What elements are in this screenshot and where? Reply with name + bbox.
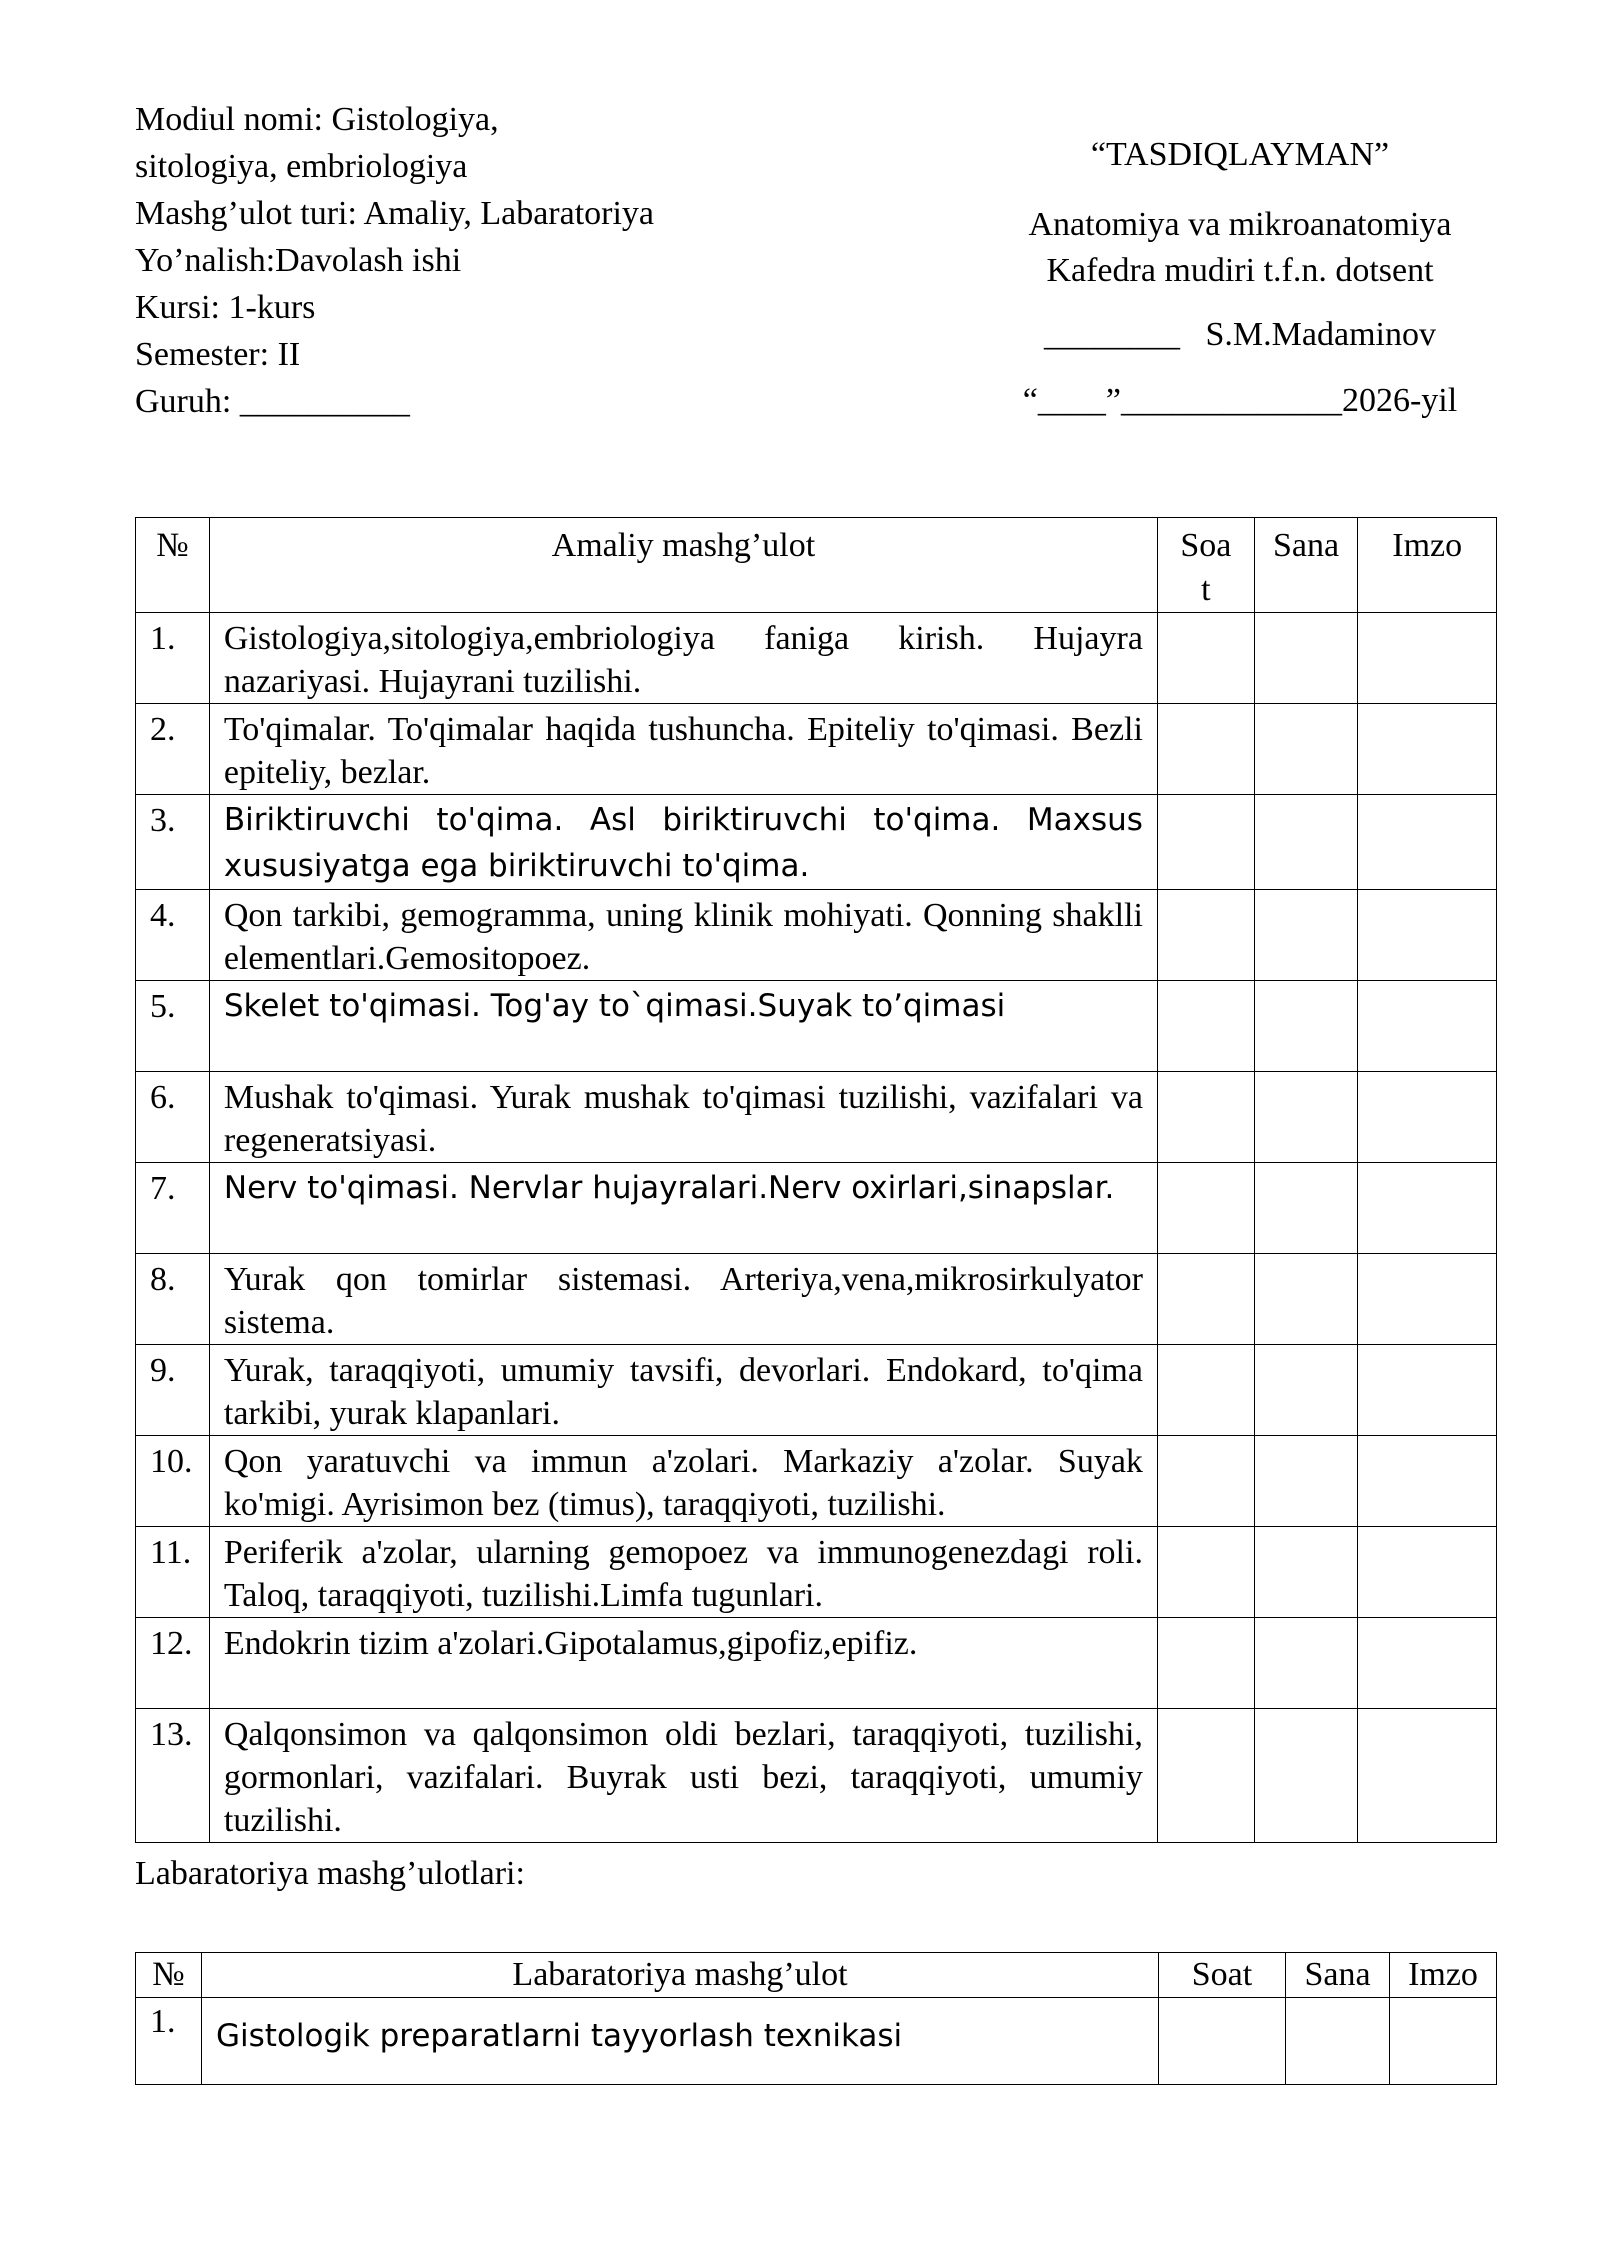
row-number: 5. (136, 981, 210, 1072)
approval-date-line: “____”_____________2026-yil (1022, 382, 1458, 419)
lab-header-date: Sana (1286, 1953, 1390, 1998)
row-number: 6. (136, 1072, 210, 1163)
table-row (136, 1163, 1497, 1254)
row-hours-cell[interactable] (1157, 981, 1254, 1072)
row-topic: Skelet to'qimasi. Tog'ay to`qimasi.Suyak to’qimasi (209, 981, 1157, 1072)
row-number: 8. (136, 1254, 210, 1345)
row-date-cell[interactable] (1254, 795, 1358, 890)
row-number: 13. (136, 1709, 210, 1843)
department-line-1: Anatomiya va mikroanatomiya (1028, 206, 1452, 243)
lab-header-topic: Labaratoriya mashg’ulot (202, 1953, 1159, 1998)
row-signature-cell[interactable] (1358, 1618, 1497, 1709)
lab-row-signature-cell[interactable] (1390, 1998, 1497, 2085)
row-signature-cell[interactable] (1358, 1345, 1497, 1436)
row-signature-cell[interactable] (1358, 1709, 1497, 1843)
signature-line: ________ S.M.Madaminov (1044, 316, 1436, 353)
row-hours-cell[interactable] (1157, 1072, 1254, 1163)
approval-title: “TASDIQLAYMAN” (1090, 136, 1390, 173)
row-topic: Qon yaratuvchi va immun a'zolari. Markaziy a'zolar. Suyak ko'migi. Ayrisimon bez (timus), taraqqiyoti, tuzilishi. (209, 1436, 1157, 1527)
semester: Semester: II (135, 336, 301, 373)
table-row (136, 704, 1497, 795)
row-signature-cell[interactable] (1358, 1163, 1497, 1254)
row-date-cell[interactable] (1254, 1618, 1358, 1709)
table-row (136, 890, 1497, 981)
lab-row-hours-cell[interactable] (1159, 1998, 1286, 2085)
row-number: 9. (136, 1345, 210, 1436)
row-number: 1. (136, 613, 210, 704)
row-signature-cell[interactable] (1358, 890, 1497, 981)
row-number: 7. (136, 1163, 210, 1254)
row-date-cell[interactable] (1254, 1527, 1358, 1618)
header-signature: Imzo (1358, 518, 1497, 613)
group: Guruh: __________ (135, 383, 410, 420)
header-number: № (136, 518, 210, 613)
lab-row-number: 1. (136, 1998, 202, 2085)
row-topic: Yurak, taraqqiyoti, umumiy tavsifi, devorlari. Endokard, to'qima tarkibi, yurak klapanlari. (209, 1345, 1157, 1436)
row-signature-cell[interactable] (1358, 981, 1497, 1072)
course-year: Kursi: 1-kurs (135, 289, 316, 326)
row-topic: To'qimalar. To'qimalar haqida tushuncha. Epiteliy to'qimasi. Bezli epiteliy, bezlar. (209, 704, 1157, 795)
row-hours-cell[interactable] (1157, 795, 1254, 890)
header-hours-label: Soat (1180, 527, 1232, 608)
row-topic: Qon tarkibi, gemogramma, uning klinik mohiyati. Qonning shaklli elementlari.Gemositopoez. (209, 890, 1157, 981)
table-row (136, 1527, 1497, 1618)
module-name-line-2: sitologiya, embriologiya (135, 148, 468, 185)
row-topic: Periferik a'zolar, ularning gemopoez va immunogenezdagi roli. Taloq, taraqqiyoti, tuzilishi.Limfa tugunlari. (209, 1527, 1157, 1618)
lab-table-header-row (136, 1953, 1497, 1998)
row-topic: Endokrin tizim a'zolari.Gipotalamus,gipofiz,epifiz. (209, 1618, 1157, 1709)
department-line-2: Kafedra mudiri t.f.n. dotsent (1046, 252, 1434, 289)
row-signature-cell[interactable] (1358, 795, 1497, 890)
row-date-cell[interactable] (1254, 704, 1358, 795)
table-row (136, 1072, 1497, 1163)
lab-row-topic: Gistologik preparatlarni tayyorlash texnikasi (202, 1998, 1159, 2085)
lab-header-number: № (136, 1953, 202, 1998)
row-topic: Gistologiya,sitologiya,embriologiya faniga kirish. Hujayra nazariyasi. Hujayrani tuzilishi. (209, 613, 1157, 704)
header-topic: Amaliy mashg’ulot (209, 518, 1157, 613)
row-date-cell[interactable] (1254, 613, 1358, 704)
row-hours-cell[interactable] (1157, 1527, 1254, 1618)
table-row (136, 1618, 1497, 1709)
row-hours-cell[interactable] (1157, 1436, 1254, 1527)
row-signature-cell[interactable] (1358, 1072, 1497, 1163)
lab-lessons-table (135, 1952, 1497, 2085)
lab-header-hours: Soat (1159, 1953, 1286, 1998)
row-number: 4. (136, 890, 210, 981)
row-topic: Qalqonsimon va qalqonsimon oldi bezlari, taraqqiyoti, tuzilishi, gormonlari, vazifalari. Buyrak usti bezi, taraqqiyoti, umumiy tuzilishi. (209, 1709, 1157, 1843)
table-row (136, 981, 1497, 1072)
row-date-cell[interactable] (1254, 1436, 1358, 1527)
lab-row-date-cell[interactable] (1286, 1998, 1390, 2085)
row-number: 2. (136, 704, 210, 795)
row-date-cell[interactable] (1254, 1709, 1358, 1843)
row-number: 10. (136, 1436, 210, 1527)
row-signature-cell[interactable] (1358, 704, 1497, 795)
table-row (136, 1254, 1497, 1345)
approval-block (960, 130, 1520, 426)
row-number: 3. (136, 795, 210, 890)
row-topic: Yurak qon tomirlar sistemasi. Arteriya,vena,mikrosirkulyator sistema. (209, 1254, 1157, 1345)
row-number: 12. (136, 1618, 210, 1709)
table-row (136, 1709, 1497, 1843)
row-hours-cell[interactable] (1157, 1345, 1254, 1436)
lesson-type: Mashg’ulot turi: Amaliy, Labaratoriya (135, 195, 654, 232)
row-topic: Biriktiruvchi to'qima. Asl biriktiruvchi to'qima. Maxsus xususiyatga ega biriktiruvchi to'qima. (209, 795, 1157, 890)
table-row (136, 1345, 1497, 1436)
row-signature-cell[interactable] (1358, 613, 1497, 704)
table-row (136, 613, 1497, 704)
table-row (136, 795, 1497, 890)
row-hours-cell[interactable] (1157, 1254, 1254, 1345)
header-hours (1157, 518, 1254, 613)
module-name-line-1: Modiul nomi: Gistologiya, (135, 101, 499, 138)
table-header-row (136, 518, 1497, 613)
row-topic: Nerv to'qimasi. Nervlar hujayralari.Nerv oxirlari,sinapslar. (209, 1163, 1157, 1254)
row-signature-cell[interactable] (1358, 1436, 1497, 1527)
row-date-cell[interactable] (1254, 890, 1358, 981)
lab-section-heading: Labaratoriya mashg’ulotlari: (135, 1855, 525, 1892)
practical-lessons-table (135, 517, 1497, 1843)
row-date-cell[interactable] (1254, 1254, 1358, 1345)
row-hours-cell[interactable] (1157, 890, 1254, 981)
row-date-cell[interactable] (1254, 1163, 1358, 1254)
row-hours-cell[interactable] (1157, 1618, 1254, 1709)
row-hours-cell[interactable] (1157, 704, 1254, 795)
row-date-cell[interactable] (1254, 981, 1358, 1072)
direction: Yo’nalish:Davolash ishi (135, 242, 462, 279)
header-date: Sana (1254, 518, 1358, 613)
row-hours-cell[interactable] (1157, 1163, 1254, 1254)
row-topic: Mushak to'qimasi. Yurak mushak to'qimasi tuzilishi, vazifalari va regeneratsiyasi. (209, 1072, 1157, 1163)
row-signature-cell[interactable] (1358, 1254, 1497, 1345)
row-date-cell[interactable] (1254, 1072, 1358, 1163)
lab-header-signature: Imzo (1390, 1953, 1497, 1998)
row-hours-cell[interactable] (1157, 1709, 1254, 1843)
lab-table-row (136, 1998, 1497, 2085)
row-hours-cell[interactable] (1157, 613, 1254, 704)
row-signature-cell[interactable] (1358, 1527, 1497, 1618)
course-info (135, 96, 755, 425)
table-row (136, 1436, 1497, 1527)
row-number: 11. (136, 1527, 210, 1618)
row-date-cell[interactable] (1254, 1345, 1358, 1436)
